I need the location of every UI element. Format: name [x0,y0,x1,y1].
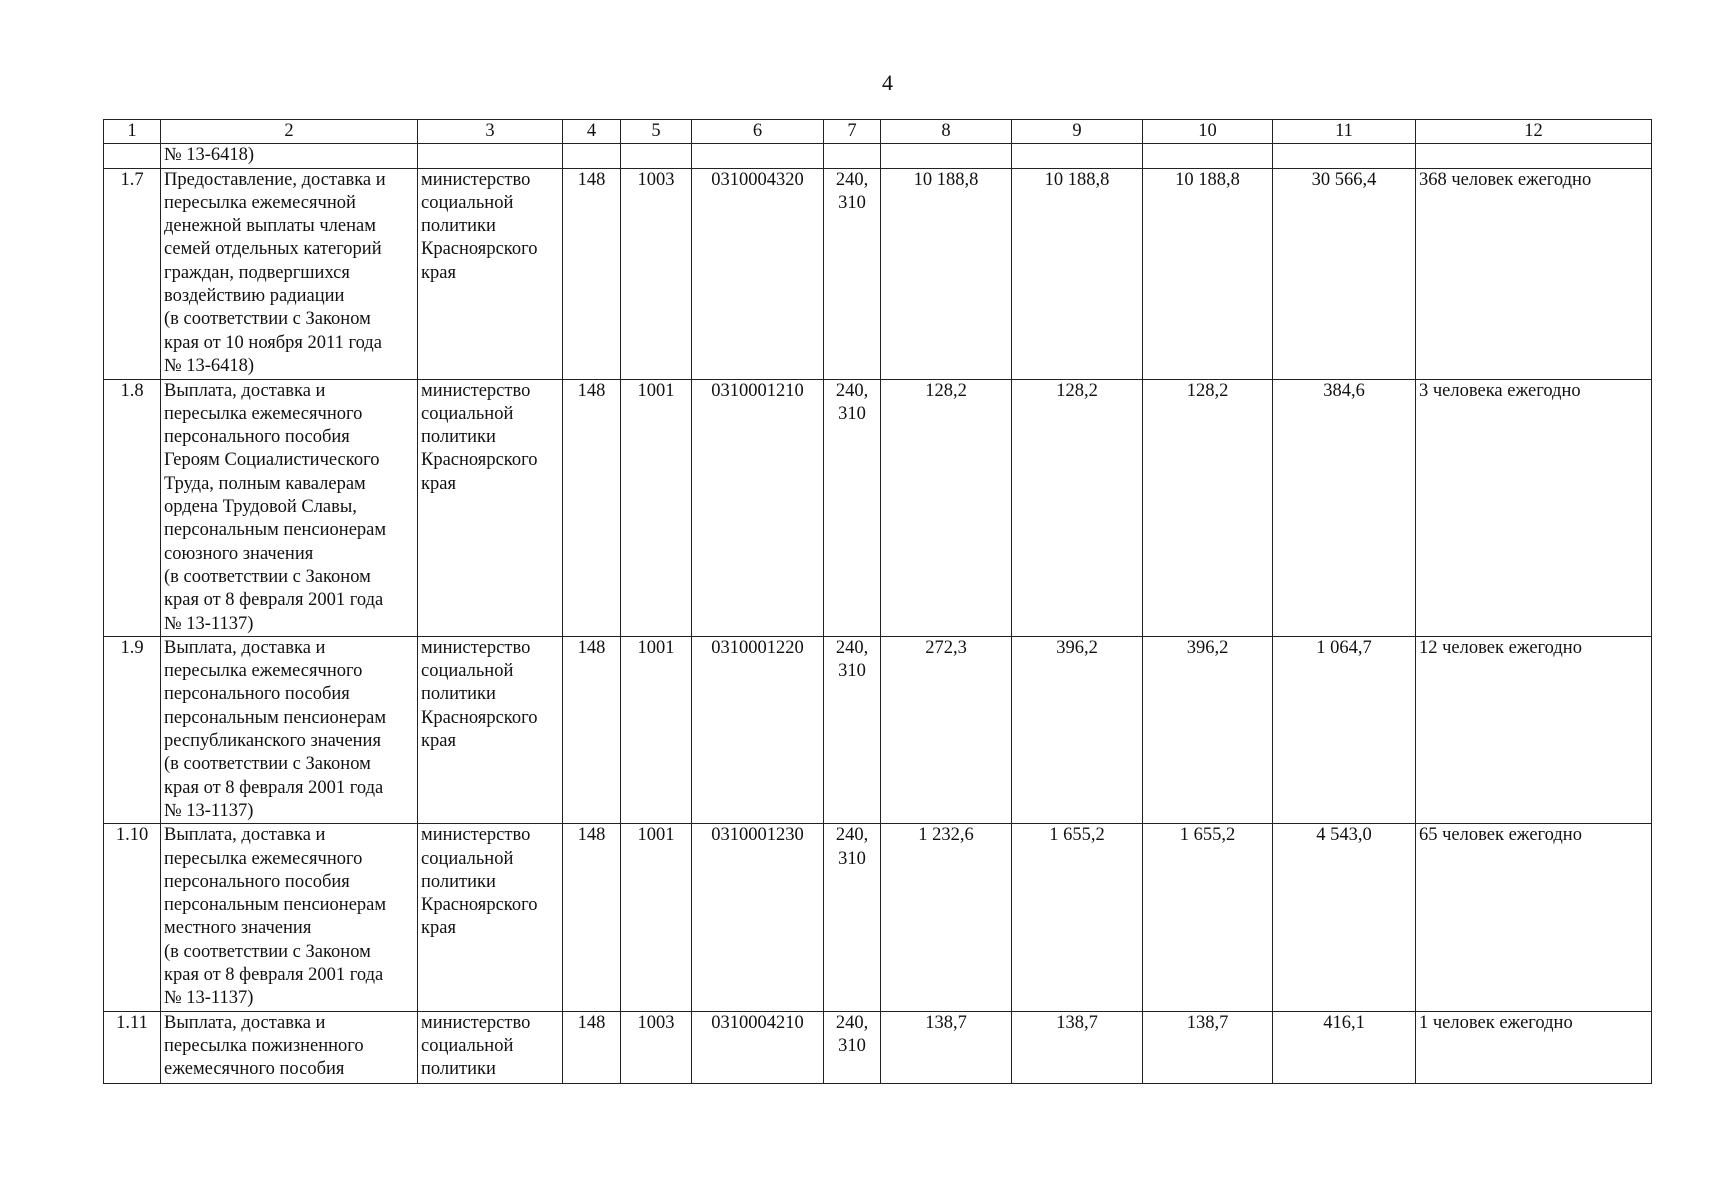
budget-code-6: 0310004210 [692,1011,824,1083]
responsible-org-line: Красноярского [421,239,538,260]
table-row [104,379,1652,636]
measure-name-line: пересылка ежемесячного [164,661,363,682]
column-header: 2 [161,120,418,144]
responsible-org-line: политики [421,216,496,237]
responsible-org-line: министерство [421,1012,531,1033]
measure-name-line: края от 8 февраля 2001 года [164,777,384,798]
amount-11: 416,1 [1273,1011,1416,1083]
budget-code-5: 1003 [621,1011,692,1083]
budget-code-7 [824,636,881,823]
budget-code-4: 148 [563,824,621,1011]
measure-name-line: Выплата, доставка и [164,1012,326,1033]
measure-name-line: Выплата, доставка и [164,380,326,401]
responsible-org-line: Красноярского [421,450,538,471]
responsible-org-line: социальной [421,661,514,682]
column-header: 4 [563,120,621,144]
responsible-org-line: политики [421,684,496,705]
measure-name-line: граждан, подвергшихся [164,262,350,283]
measure-name [161,379,418,636]
measure-name-line: персональным пенсионерам [164,895,387,916]
amount-8: 1 232,6 [881,824,1012,1011]
measure-name-line: № 13-1137) [164,613,254,634]
measure-name-line: (в соответствии с Законом [164,754,371,775]
measure-name-line: местного значения [164,918,312,939]
budget-table [103,119,1652,1084]
budget-code-7 [824,379,881,636]
budget-code-6: 0310001230 [692,824,824,1011]
responsible-org [418,636,563,823]
responsible-org-line: политики [421,427,496,448]
amount-10: 1 655,2 [1143,824,1273,1011]
responsible-org-line: министерство [421,637,531,658]
amount-11: 4 543,0 [1273,824,1416,1011]
measure-name-line: пересылка ежемесячной [164,192,356,213]
responsible-org-line: Красноярского [421,895,538,916]
measure-name-line: ежемесячного пособия [164,1059,345,1080]
budget-code-4: 148 [563,168,621,379]
measure-name-line: ордена Трудовой Славы, [164,497,357,518]
measure-name-line: края от 10 ноября 2011 года [164,332,382,353]
column-header: 7 [824,120,881,144]
responsible-org-line: края [421,731,456,752]
budget-code-7 [824,168,881,379]
measure-name-line: персонального пособия [164,684,350,705]
budget-code-7-line: 240, [835,637,869,658]
measure-name-line: Предоставление, доставка и [164,169,386,190]
measure-name-line: воздействию радиации [164,286,345,307]
budget-code-7-line: 240, [835,1012,869,1033]
budget-code-5: 1003 [621,168,692,379]
responsible-org-line: политики [421,1059,496,1080]
measure-name-line: пересылка ежемесячного [164,403,363,424]
amount-11: 30 566,4 [1273,168,1416,379]
budget-code-4: 148 [563,1011,621,1083]
responsible-org-line: края [421,262,456,283]
responsible-org-line: министерство [421,169,531,190]
table-row [104,168,1652,379]
measure-name-line: Выплата, доставка и [164,825,326,846]
amount-9: 10 188,8 [1012,168,1143,379]
responsible-org-line: социальной [421,403,514,424]
table-row [104,636,1652,823]
measure-name-line: (в соответствии с Законом [164,309,371,330]
responsible-org-line: политики [421,871,496,892]
responsible-org-line: края [421,473,456,494]
budget-code-5: 1001 [621,636,692,823]
expected-result: 12 человек ежегодно [1416,636,1652,823]
amount-9: 1 655,2 [1012,824,1143,1011]
budget-code-7-line: 310 [838,403,866,424]
responsible-org [418,379,563,636]
column-header: 1 [104,120,161,144]
responsible-org-line: Красноярского [421,707,538,728]
column-header: 12 [1416,120,1652,144]
budget-code-6: 0310001220 [692,636,824,823]
row-number: 1.11 [104,1011,161,1083]
responsible-org-line: социальной [421,848,514,869]
budget-code-5: 1001 [621,824,692,1011]
column-header: 6 [692,120,824,144]
row-number: 1.9 [104,636,161,823]
row-number: 1.10 [104,824,161,1011]
responsible-org [418,168,563,379]
measure-name [161,636,418,823]
measure-name-line: семей отдельных категорий [164,239,382,260]
column-header: 8 [881,120,1012,144]
budget-code-7-line: 310 [838,192,866,213]
amount-8: 272,3 [881,636,1012,823]
continuation-text: № 13-6418) [161,144,418,168]
responsible-org-line: социальной [421,1035,514,1056]
measure-name-line: республиканского значения [164,731,381,752]
column-header: 11 [1273,120,1416,144]
column-header: 10 [1143,120,1273,144]
responsible-org-line: министерство [421,825,531,846]
budget-code-4: 148 [563,379,621,636]
amount-10: 10 188,8 [1143,168,1273,379]
budget-code-7-line: 310 [838,1035,866,1056]
measure-name [161,824,418,1011]
budget-code-5: 1001 [621,379,692,636]
measure-name-line: края от 8 февраля 2001 года [164,965,384,986]
measure-name-line: Выплата, доставка и [164,637,326,658]
budget-code-6: 0310004320 [692,168,824,379]
expected-result: 3 человека ежегодно [1416,379,1652,636]
responsible-org-line: министерство [421,380,531,401]
measure-name-line: союзного значения [164,543,314,564]
column-header: 5 [621,120,692,144]
table-row [104,824,1652,1011]
measure-name-line: персональным пенсионерам [164,520,387,541]
column-header: 3 [418,120,563,144]
measure-name-line: персонального пособия [164,427,350,448]
column-header: 9 [1012,120,1143,144]
amount-8: 10 188,8 [881,168,1012,379]
responsible-org [418,1011,563,1083]
responsible-org-line: социальной [421,192,514,213]
budget-code-7-line: 240, [835,169,869,190]
measure-name-line: Труда, полным кавалерам [164,473,366,494]
budget-code-4: 148 [563,636,621,823]
amount-9: 396,2 [1012,636,1143,823]
measure-name-line: № 13-6418) [164,355,255,376]
amount-11: 1 064,7 [1273,636,1416,823]
measure-name [161,1011,418,1083]
amount-8: 128,2 [881,379,1012,636]
measure-name-line: Героям Социалистического [164,450,380,471]
budget-code-7 [824,1011,881,1083]
measure-name-line: персональным пенсионерам [164,707,387,728]
measure-name-line: персонального пособия [164,871,350,892]
measure-name-line: края от 8 февраля 2001 года [164,590,384,611]
row-number: 1.7 [104,168,161,379]
budget-code-7-line: 310 [838,661,866,682]
amount-11: 384,6 [1273,379,1416,636]
expected-result: 65 человек ежегодно [1416,824,1652,1011]
amount-10: 128,2 [1143,379,1273,636]
expected-result: 368 человек ежегодно [1416,168,1652,379]
header-row [104,120,1652,144]
expected-result: 1 человек ежегодно [1416,1011,1652,1083]
budget-code-6: 0310001210 [692,379,824,636]
row-number: 1.8 [104,379,161,636]
responsible-org-line: края [421,918,456,939]
measure-name-line: пересылка ежемесячного [164,848,363,869]
amount-8: 138,7 [881,1011,1012,1083]
amount-10: 396,2 [1143,636,1273,823]
amount-10: 138,7 [1143,1011,1273,1083]
measure-name-line: денежной выплаты членам [164,216,376,237]
table-row [104,1011,1652,1083]
amount-9: 128,2 [1012,379,1143,636]
measure-name-line: пересылка пожизненного [164,1035,364,1056]
page-number: 4 [882,70,893,95]
measure-name [161,168,418,379]
continuation-row [104,144,1652,168]
measure-name-line: № 13-1137) [164,988,254,1009]
budget-code-7-line: 240, [835,825,869,846]
responsible-org [418,824,563,1011]
budget-code-7 [824,824,881,1011]
measure-name-line: (в соответствии с Законом [164,566,371,587]
measure-name-line: (в соответствии с Законом [164,941,371,962]
amount-9: 138,7 [1012,1011,1143,1083]
budget-code-7-line: 240, [835,380,869,401]
budget-code-7-line: 310 [838,848,866,869]
measure-name-line: № 13-1137) [164,800,254,821]
